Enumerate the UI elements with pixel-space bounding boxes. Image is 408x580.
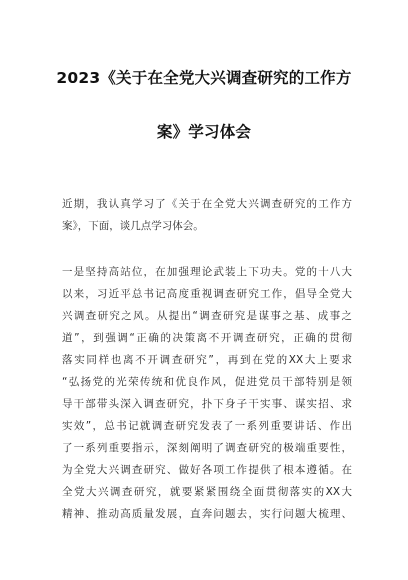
paragraph-line: 实效”，总书记就调查研究发表了一系列重要讲话、作出 <box>62 420 352 432</box>
paragraph-line: 全党大兴调查研究，就要紧紧围绕全面贯彻落实的XX大 <box>62 486 352 498</box>
paragraph-line: 案》，下面，谈几点学习体会。 <box>62 220 204 232</box>
paragraph-line: 近期，我认真学习了《关于在全党大兴调查研究的工作方 <box>62 198 352 210</box>
paragraph-line: 为全党大兴调查研究、做好各项工作提供了根本遵循。在 <box>62 464 352 476</box>
paragraph-line: “弘扬党的光荣传统和优良作风，促进党员干部特别是领 <box>62 376 352 388</box>
document-title-line-1: 2023《关于在全党大兴调查研究的工作方 <box>56 69 352 87</box>
paragraph-line: 道”，到强调“正确的决策离不开调查研究，正确的贯彻 <box>62 332 352 344</box>
paragraph-line: 兴调查研究之风。从提出“调查研究是谋事之基、成事之 <box>62 310 352 322</box>
paragraph-line: 一是坚持高站位，在加强理论武装上下功夫。党的十八大 <box>62 266 352 278</box>
paragraph-line: 以来，习近平总书记高度重视调查研究工作，倡导全党大 <box>62 288 352 300</box>
paragraph-line: 导干部带头深入调查研究，扑下身子干实事、谋实招、求 <box>62 398 352 410</box>
paragraph-line: 落实同样也离不开调查研究”，再到在党的XX大上要求 <box>62 354 352 366</box>
document-title-line-2: 案》学习体会 <box>156 123 252 141</box>
paragraph-line: 精神、推动高质量发展，直奔问题去，实行问题大梳理、 <box>62 508 352 520</box>
paragraph-line: 了一系列重要指示，深刻阐明了调查研究的极端重要性， <box>62 442 352 454</box>
